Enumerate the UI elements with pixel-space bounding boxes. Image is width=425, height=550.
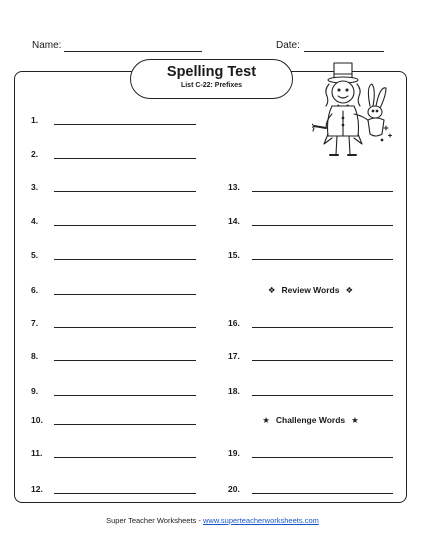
name-field[interactable]	[64, 51, 202, 52]
item-number: 16.	[228, 318, 240, 328]
diamond-icon: ❖	[267, 285, 276, 295]
answer-line-5[interactable]	[54, 259, 196, 260]
footer-link[interactable]: www.superteacherworksheets.com	[202, 516, 319, 525]
item-number: 12.	[31, 484, 43, 494]
page-title: Spelling Test	[166, 64, 257, 80]
item-number: 8.	[31, 351, 39, 361]
item-number: 10.	[31, 415, 43, 425]
answer-line-16[interactable]	[252, 327, 393, 328]
item-number: 15.	[228, 250, 240, 260]
item-number: 6.	[31, 285, 39, 295]
item-number: 7.	[31, 318, 39, 328]
answer-line-2[interactable]	[54, 158, 196, 159]
name-label: Name:	[32, 40, 62, 51]
review-words-label: Review Words	[281, 285, 340, 295]
answer-line-19[interactable]	[252, 457, 393, 458]
item-number: 13.	[228, 182, 240, 192]
answer-line-6[interactable]	[54, 294, 196, 295]
challenge-words-label: Challenge Words	[275, 415, 346, 425]
answer-line-17[interactable]	[252, 360, 393, 361]
answer-line-20[interactable]	[252, 493, 393, 494]
answer-line-13[interactable]	[252, 191, 393, 192]
answer-line-4[interactable]	[54, 225, 196, 226]
answer-line-14[interactable]	[252, 225, 393, 226]
answer-line-3[interactable]	[54, 191, 196, 192]
date-label: Date:	[276, 40, 300, 51]
answer-line-18[interactable]	[252, 395, 393, 396]
answer-line-10[interactable]	[54, 424, 196, 425]
star-icon: ★	[351, 415, 359, 425]
item-number: 2.	[31, 149, 39, 159]
answer-line-9[interactable]	[54, 395, 196, 396]
answer-line-12[interactable]	[54, 493, 196, 494]
review-words-heading	[228, 285, 393, 296]
challenge-words-heading	[228, 415, 393, 426]
item-number: 11.	[31, 448, 43, 458]
footer	[0, 516, 425, 525]
item-number: 3.	[31, 182, 39, 192]
item-number: 4.	[31, 216, 39, 226]
item-number: 9.	[31, 386, 39, 396]
star-icon: ★	[262, 415, 270, 425]
answer-line-1[interactable]	[54, 124, 196, 125]
item-number: 1.	[31, 115, 39, 125]
answer-line-7[interactable]	[54, 327, 196, 328]
footer-text: Super Teacher Worksheets -	[106, 516, 203, 525]
item-number: 14.	[228, 216, 240, 226]
magician-with-rabbit-icon	[312, 60, 402, 164]
diamond-icon: ❖	[345, 285, 354, 295]
answer-line-11[interactable]	[54, 457, 196, 458]
item-number: 20.	[228, 484, 240, 494]
title-banner	[130, 59, 293, 99]
answer-line-8[interactable]	[54, 360, 196, 361]
item-number: 17.	[228, 351, 240, 361]
item-number: 19.	[228, 448, 240, 458]
item-number: 18.	[228, 386, 240, 396]
date-field[interactable]	[304, 51, 384, 52]
list-subtitle: List C-22: Prefixes	[180, 82, 243, 89]
answer-line-15[interactable]	[252, 259, 393, 260]
item-number: 5.	[31, 250, 39, 260]
